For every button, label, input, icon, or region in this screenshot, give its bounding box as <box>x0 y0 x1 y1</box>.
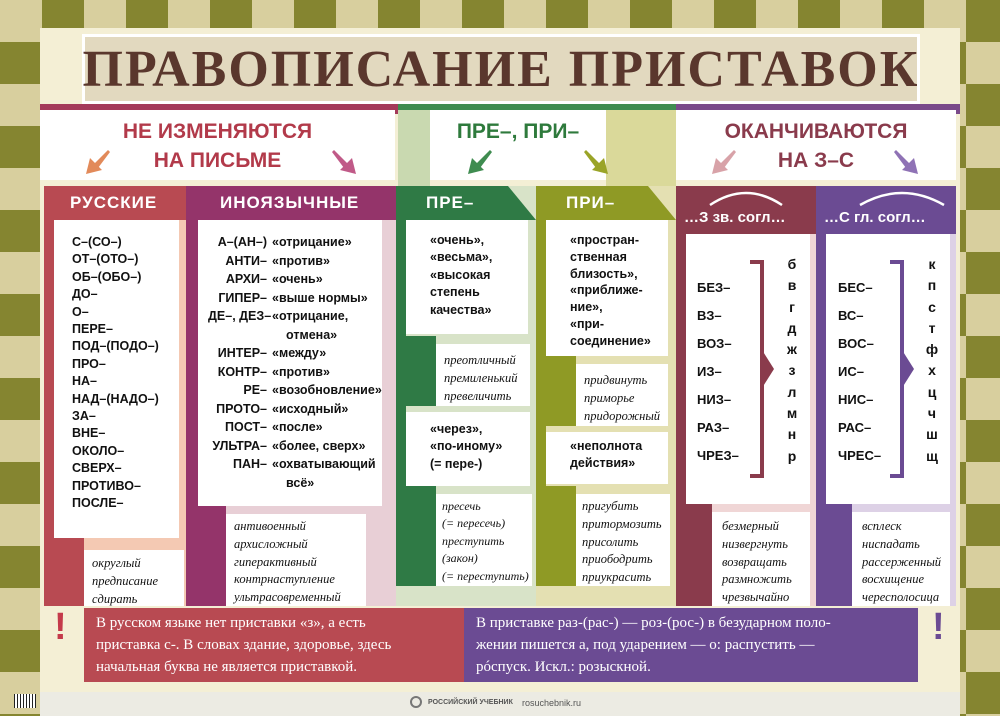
root-arc-icon-2 <box>858 185 946 207</box>
consonant-letter: с <box>928 298 936 315</box>
s-prefix: ЧРЕС– <box>838 448 882 463</box>
header-z-s-text: ОКАНЧИВАЮТСЯ НА З–С <box>724 120 908 172</box>
tab-russian: РУССКИЕ <box>44 186 186 220</box>
foreign-meaning: «отрицание» <box>272 235 352 249</box>
example-word: приморье <box>584 390 635 405</box>
consonant-letter: ж <box>787 341 797 358</box>
example-word: восхищение <box>862 572 924 587</box>
publisher-site[interactable]: rosuchebnik.ru <box>522 698 582 708</box>
foreign-prefix: ИНТЕР– <box>217 346 267 360</box>
tab-pre: ПРЕ– <box>396 186 508 220</box>
russian-prefix: С–(СО–) <box>72 235 122 249</box>
foreign-prefix-row <box>208 307 388 326</box>
s-prefix-list <box>838 274 881 470</box>
pre-meaning-2 <box>430 421 502 473</box>
tab-z: …З зв. согл… <box>676 186 816 234</box>
foreign-meaning: «против» <box>272 364 330 379</box>
foreign-prefix-row <box>208 289 388 308</box>
s-letter-list <box>922 254 942 467</box>
example-word: низвергнуть <box>722 536 788 551</box>
example-word: пресечь <box>442 499 481 513</box>
example-word: чрезвычайно <box>722 590 790 605</box>
z-bracket-icon <box>746 258 776 480</box>
meaning-line: «очень», <box>430 233 485 247</box>
foreign-prefix: ПОСТ– <box>224 420 267 434</box>
arrow-down-right-icon <box>330 148 358 176</box>
russian-prefix: НА– <box>72 374 98 389</box>
z-prefix: РАЗ– <box>697 420 730 435</box>
z-step <box>676 504 712 606</box>
pre-step-2 <box>396 486 436 586</box>
z-prefix: БЕЗ– <box>697 280 731 295</box>
z-side-bar <box>676 234 686 504</box>
s-prefix: ИС– <box>838 364 864 379</box>
z-prefix: ВЗ– <box>697 308 722 323</box>
pri-step-1 <box>536 356 576 426</box>
barcode-icon <box>14 694 36 708</box>
consonant-letter: ф <box>925 341 939 358</box>
foreign-prefix-row <box>208 400 388 419</box>
z-prefix: ЧРЕЗ– <box>697 448 739 463</box>
example-word: (= переступить) <box>442 568 529 583</box>
russian-prefix-list <box>72 234 159 513</box>
arrow-down-left-icon <box>84 148 112 176</box>
russian-prefix: ПОД–(ПОДО–) <box>72 339 159 354</box>
exclamation-right: ! <box>932 606 945 648</box>
z-prefix: НИЗ– <box>697 392 732 407</box>
foreign-meaning: «отрицание, <box>272 309 349 323</box>
arrow-down-left-pink-icon <box>710 148 738 176</box>
foreign-prefix: ГИПЕР– <box>218 290 267 305</box>
foreign-prefix <box>208 474 272 493</box>
example-word: чересполосица <box>862 590 940 605</box>
meaning-line: «по-иному» <box>430 439 503 454</box>
pri-example-1 <box>584 372 660 425</box>
meaning-line: «через», <box>430 422 483 436</box>
example-word: размножить <box>722 572 792 587</box>
example-word: возвращать <box>722 554 787 569</box>
header-unchanged-text: НЕ ИЗМЕНЯЮТСЯ НА ПИСЬМЕ <box>122 120 313 172</box>
pri-side-bar-2 <box>536 426 546 486</box>
pri-step-2 <box>536 486 576 586</box>
foreign-meaning: «между» <box>272 346 327 360</box>
foreign-prefix: АРХИ– <box>225 272 267 286</box>
foreign-prefix-row <box>208 418 388 437</box>
consonant-letter: г <box>789 298 795 315</box>
russian-prefix: ДО– <box>72 287 98 302</box>
russian-side-bar <box>44 186 54 538</box>
foreign-prefix-row <box>208 381 388 400</box>
pri-example-2 <box>582 498 662 587</box>
root-arc-icon <box>708 185 784 207</box>
foreign-prefix-list <box>208 233 388 492</box>
example-word: ниспадать <box>862 536 920 551</box>
example-word: всплеск <box>862 519 902 533</box>
example-word: превеличить <box>444 388 512 403</box>
foreign-prefix-row <box>208 344 388 363</box>
pre-side-bar <box>396 186 406 336</box>
example-word: ультрасовременный <box>234 590 341 605</box>
note-left: В русском языке нет приставки «з», а есть приставка с-. В словах здание, здоровье, здесь начальная буква не является приставкой. <box>96 615 392 675</box>
arrow-down-right-olive-icon <box>582 148 610 176</box>
arrow-down-right-violet-icon <box>892 148 920 176</box>
foreign-prefix <box>208 326 272 345</box>
exclamation-left: ! <box>54 606 67 648</box>
example-word: контрнаступление <box>234 572 335 587</box>
meaning-line: (= пере-) <box>430 456 483 471</box>
russian-example-list <box>92 555 158 608</box>
example-word: антивоенный <box>234 519 306 533</box>
example-word: предписание <box>92 573 159 588</box>
foreign-prefix-row <box>208 270 388 289</box>
s-prefix: НИС– <box>838 392 874 407</box>
pre-example-1 <box>444 352 518 405</box>
page-title: ПРАВОПИСАНИЕ ПРИСТАВОК <box>82 34 920 104</box>
consonant-letter: т <box>928 319 936 336</box>
foreign-prefix: АНТИ– <box>225 253 267 268</box>
foreign-meaning: отмена» <box>286 327 338 342</box>
example-word: пригубить <box>582 499 639 513</box>
russian-prefix: ВНЕ– <box>72 426 106 441</box>
russian-prefix: НАД–(НАДО–) <box>72 391 159 406</box>
foreign-meaning: «очень» <box>272 272 323 286</box>
consonant-letter: д <box>787 319 797 336</box>
z-prefix: ВОЗ– <box>697 336 732 351</box>
example-word: присолить <box>582 534 639 549</box>
foreign-step <box>186 506 226 606</box>
example-word: премиленький <box>444 370 518 385</box>
russian-prefix: ЗА– <box>72 409 96 424</box>
header-pri-shade <box>606 110 676 186</box>
foreign-example-list <box>234 518 341 607</box>
meaning-line: «неполнота <box>570 439 643 453</box>
foreign-prefix-row <box>208 326 388 345</box>
pre-side-bar-2 <box>396 406 406 486</box>
meaning-line: «при- <box>570 316 604 331</box>
tab-foreign: ИНОЯЗЫЧНЫЕ <box>186 186 396 220</box>
russian-prefix: ПЕРЕ– <box>72 322 113 337</box>
s-prefix: ВОС– <box>838 336 874 351</box>
meaning-line: «простран- <box>570 233 639 247</box>
foreign-prefix-row <box>208 233 388 252</box>
consonant-letter: м <box>786 405 798 422</box>
foreign-prefix-row <box>208 363 388 382</box>
russian-prefix: ОБ–(ОБО–) <box>72 269 142 284</box>
z-prefix: ИЗ– <box>697 364 722 379</box>
example-word: преотличный <box>444 353 516 367</box>
meaning-line: действия» <box>570 456 636 471</box>
publisher-name: РОССИЙСКИЙ УЧЕБНИК <box>428 699 513 706</box>
russian-prefix: ОТ–(ОТО–) <box>72 252 139 267</box>
consonant-letter: л <box>787 383 797 400</box>
consonant-letter: в <box>787 277 797 294</box>
example-word: придвинуть <box>584 373 648 387</box>
foreign-prefix: КОНТР– <box>217 364 267 379</box>
example-word: приободрить <box>582 552 653 567</box>
consonant-letter: ц <box>927 383 937 400</box>
foreign-prefix: ДЕ–, ДЕЗ– <box>208 309 272 323</box>
note-right: В приставке раз-(рас-) — роз-(рос-) в безударном поло- жении пишется а, под ударением — о: распустить — рóспуск. Искл.: розыскной. <box>476 615 831 675</box>
russian-prefix: ПРО– <box>72 356 106 371</box>
foreign-meaning: «исходный» <box>272 401 349 416</box>
s-prefix: ВС– <box>838 308 864 323</box>
foreign-prefix: ПРОТО– <box>216 401 267 416</box>
example-word: придорожный <box>584 408 661 423</box>
s-side-bar <box>816 234 826 504</box>
meaning-line: «приближе- <box>570 283 643 298</box>
s-prefix: БЕС– <box>838 280 873 295</box>
foreign-meaning: «против» <box>272 253 330 268</box>
example-word: преступить <box>442 533 505 548</box>
s-example-list <box>862 518 941 607</box>
pri-meaning-2 <box>570 438 642 473</box>
consonant-letter: з <box>788 362 796 379</box>
russian-prefix: СВЕРХ– <box>72 461 122 476</box>
arrow-down-left-green-icon <box>466 148 494 176</box>
foreign-prefix: А–(АН–) <box>217 235 267 249</box>
z-example-list <box>722 518 792 607</box>
consonant-letter: н <box>787 426 797 443</box>
example-word: (= пересечь) <box>442 516 506 531</box>
s-prefix: РАС– <box>838 420 872 435</box>
foreign-side-bar <box>186 186 198 506</box>
meaning-line: «весьма», <box>430 250 493 265</box>
tab-s: …С гл. согл… <box>816 186 956 234</box>
foreign-prefix: ПАН– <box>233 457 267 471</box>
consonant-letter: п <box>927 277 937 294</box>
foreign-meaning: «более, сверх» <box>272 438 366 453</box>
russian-prefix: ПОСЛЕ– <box>72 496 124 511</box>
foreign-meaning: всё» <box>286 475 315 490</box>
russian-prefix: О– <box>72 304 89 319</box>
publisher-logo-icon <box>410 696 422 708</box>
foreign-meaning: «возобновление» <box>272 383 382 397</box>
example-word: сдирать <box>92 591 138 606</box>
consonant-letter: б <box>787 256 797 272</box>
example-word: безмерный <box>722 519 779 533</box>
meaning-line: соединение» <box>570 333 651 348</box>
meaning-line: качества» <box>430 302 492 317</box>
pre-meaning-1 <box>430 232 492 319</box>
russian-prefix: ПРОТИВО– <box>72 478 141 493</box>
foreign-meaning: «охватывающий <box>272 457 376 471</box>
pri-meaning-1 <box>570 232 651 350</box>
meaning-line: ние», <box>570 300 603 315</box>
z-prefix-list <box>697 274 739 470</box>
pre-step-1 <box>396 336 436 406</box>
foreign-prefix: УЛЬТРА– <box>212 438 267 453</box>
example-word: приукрасить <box>582 570 652 585</box>
consonant-letter: х <box>928 362 936 379</box>
foreign-prefix-row <box>208 437 388 456</box>
russian-prefix: ОКОЛО– <box>72 443 125 458</box>
example-word: округлый <box>92 556 141 570</box>
z-letter-list <box>782 254 802 467</box>
pri-side-bar <box>536 186 546 356</box>
foreign-meaning: «выше нормы» <box>272 290 368 305</box>
foreign-meaning: «после» <box>272 420 323 434</box>
header-pre-pri-text: ПРЕ–, ПРИ– <box>456 120 580 143</box>
meaning-line: «высокая <box>430 267 491 282</box>
meaning-line: близость», <box>570 266 638 281</box>
pre-example-2 <box>442 498 529 585</box>
meaning-line: ственная <box>570 249 627 264</box>
foreign-prefix-row <box>208 252 388 271</box>
tab-pri: ПРИ– <box>536 186 648 220</box>
foreign-prefix-row <box>208 455 388 474</box>
russian-step <box>44 538 84 608</box>
foreign-prefix: РЕ– <box>243 383 267 397</box>
foreign-prefix-row <box>208 474 388 493</box>
example-word: притормозить <box>582 516 662 531</box>
example-word: (закон) <box>442 551 478 566</box>
example-word: гиперактивный <box>234 554 317 569</box>
consonant-letter: ч <box>927 405 937 422</box>
s-step <box>816 504 852 606</box>
s-bracket-icon <box>886 258 916 480</box>
example-word: архисложный <box>234 536 308 551</box>
example-word: рассерженный <box>862 554 942 569</box>
meaning-line: степень <box>430 285 480 300</box>
consonant-letter: р <box>787 447 797 464</box>
consonant-letter: к <box>928 256 936 272</box>
consonant-letter: ш <box>926 426 938 443</box>
header-pre-shade <box>398 110 430 186</box>
consonant-letter: щ <box>926 447 938 464</box>
